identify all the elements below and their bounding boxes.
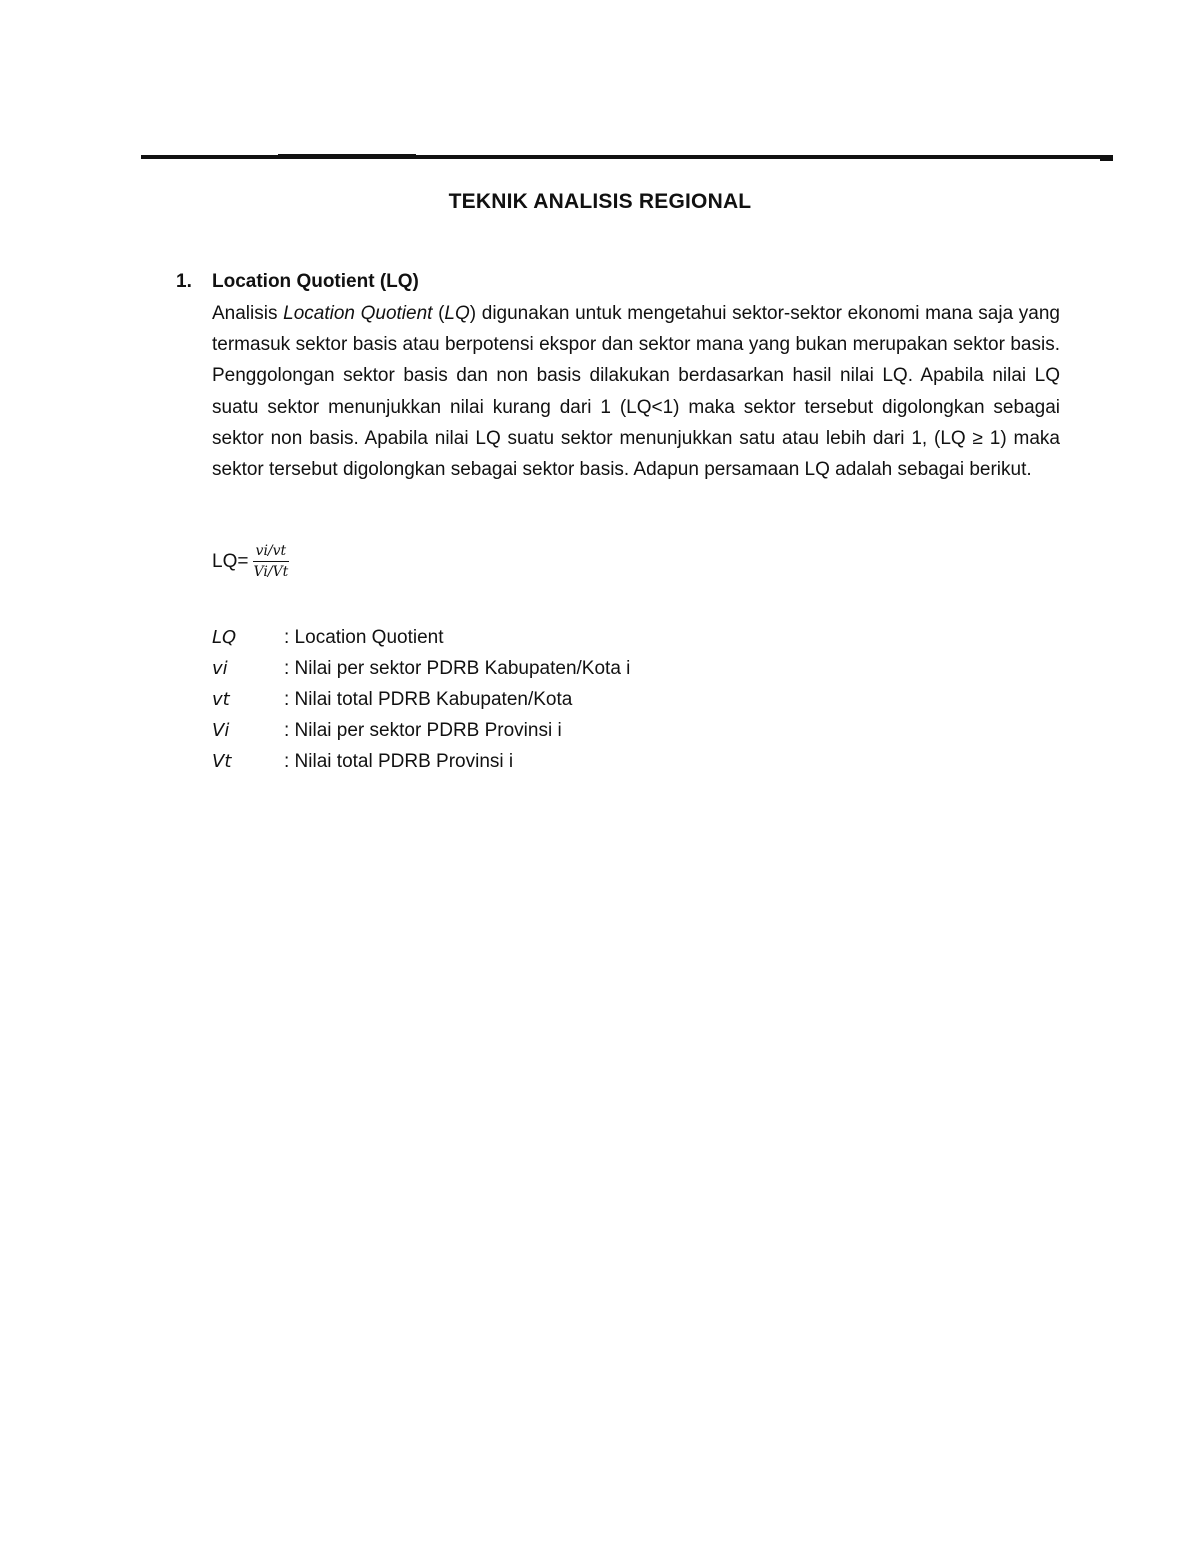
formula-lhs: LQ= (212, 550, 249, 572)
definition-text: : Nilai total PDRB Kabupaten/Kota (284, 689, 573, 710)
header-rule-accent (278, 154, 416, 156)
para-text-a: Analisis (212, 303, 284, 324)
section-number: 1. (176, 271, 192, 292)
page-title: TEKNIK ANALISIS REGIONAL (448, 190, 752, 213)
header-rule-end (1100, 155, 1113, 161)
formula-numerator: vi/vt (253, 543, 290, 562)
section-heading (176, 268, 1060, 296)
definition-symbol: Vt (212, 751, 232, 772)
definition-symbol: vi (212, 658, 228, 679)
definition-row (212, 715, 630, 746)
definition-text: : Location Quotient (284, 627, 444, 648)
definition-text: : Nilai per sektor PDRB Provinsi i (284, 720, 562, 741)
definition-row (212, 746, 630, 777)
para-text-e: ) digunakan untuk mengetahui sektor-sektor ekonomi mana saja yang termasuk sektor basis atau berpotensi ekspor dan sektor mana yang bukan merupakan sektor basis. Penggolongan sektor basis dan non basis dilakukan berdasarkan hasil nilai LQ. Apabila nilai LQ suatu sektor menunjukkan nilai kurang dari 1 (LQ<1) maka sektor tersebut digolongkan sebagai sektor non basis. Apabila nilai LQ suatu sektor menunjukkan satu atau lebih dari 1, (LQ ≥ 1) maka sektor tersebut digolongkan sebagai sektor basis. Adapun persamaan LQ adalah sebagai berikut. (212, 303, 1060, 481)
section-heading-text: Location Quotient (LQ) (212, 271, 419, 292)
definition-row (212, 653, 630, 684)
section-lq (176, 268, 1060, 485)
para-text-italic-lq: LQ (444, 303, 470, 324)
formula-fraction (250, 543, 291, 580)
definition-symbol: LQ (212, 627, 237, 648)
definition-symbol: Vi (212, 720, 230, 741)
formula-denominator: Vi/Vt (253, 564, 289, 580)
lq-formula (212, 543, 291, 580)
definition-row (212, 622, 630, 653)
definition-text: : Nilai per sektor PDRB Kabupaten/Kota i (284, 658, 631, 679)
para-text-italic-lq-name: Location Quotient (283, 303, 433, 324)
para-text-c: ( (432, 303, 445, 324)
definition-symbol: vt (212, 689, 230, 710)
section-paragraph (212, 298, 1060, 485)
definitions-list (212, 622, 630, 777)
definition-row (212, 684, 630, 715)
definition-text: : Nilai total PDRB Provinsi i (284, 751, 514, 772)
